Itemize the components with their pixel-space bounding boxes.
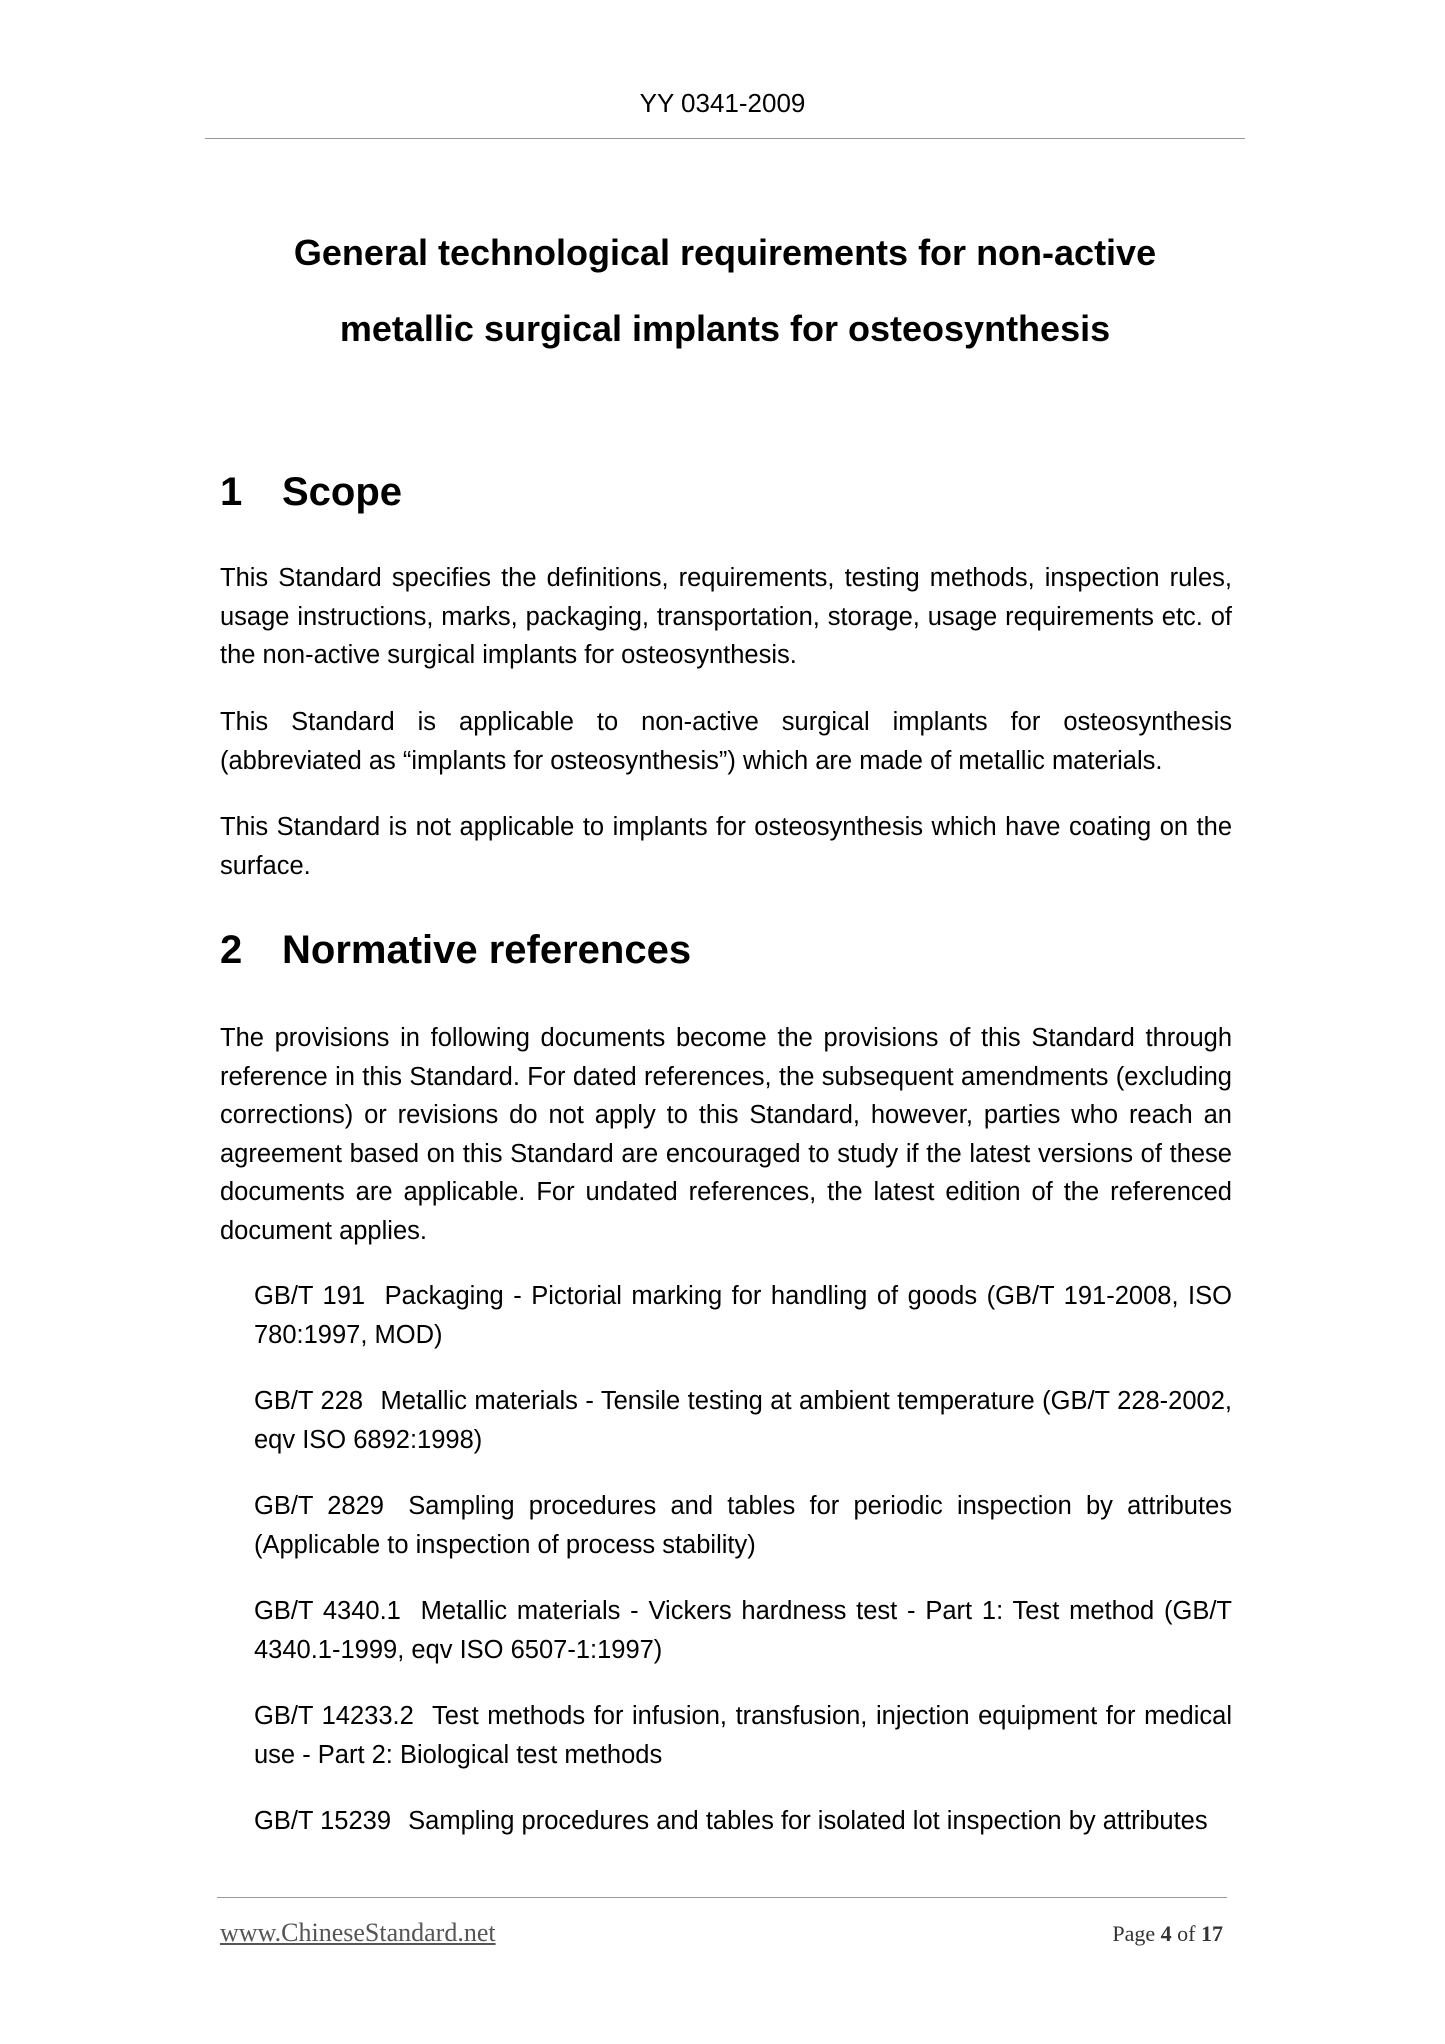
section-number: 1 bbox=[220, 470, 243, 514]
reference-code: GB/T 15239 bbox=[254, 1807, 392, 1835]
title-line-2: metallic surgical implants for osteosynthesis bbox=[339, 308, 1111, 349]
page-number bbox=[1112, 1921, 1223, 1947]
title-line-1: General technological requirements for non-active bbox=[293, 232, 1157, 273]
reference-code: GB/T 14233.2 bbox=[254, 1702, 414, 1730]
reference-code: GB/T 191 bbox=[254, 1282, 366, 1310]
reference-item bbox=[254, 1592, 1232, 1669]
reference-code: GB/T 2829 bbox=[254, 1492, 384, 1520]
reference-item bbox=[254, 1382, 1232, 1459]
scope-paragraph: This Standard specifies the definitions, requirements, testing methods, inspection rules, usage instructions, marks, packaging, transportation, storage, usage requirements etc. of the non-active surgical implants for osteosynthesis. bbox=[220, 564, 1232, 669]
page-current: 4 bbox=[1160, 1921, 1172, 1946]
footer-divider bbox=[217, 1897, 1227, 1898]
section-title: Normative references bbox=[282, 928, 692, 972]
page-total: 17 bbox=[1201, 1921, 1223, 1946]
normative-references-intro: The provisions in following documents become the provisions of this Standard through reference in this Standard. For dated references, the subsequent amendments (excluding corrections) or revisions do not apply to this Standard, however, parties who reach an agreement based on this Standard are encouraged to study if the latest versions of these documents are applicable. For undated references, the latest edition of the referenced document applies. bbox=[220, 1024, 1232, 1245]
reference-text: Metallic materials - Tensile testing at ambient temperature (GB/T 228-2002, eqv ISO 6892:1998) bbox=[254, 1387, 1232, 1454]
scope-paragraph: This Standard is applicable to non-active surgical implants for osteosynthesis (abbreviated as “implants for osteosynthesis”) which are made of metallic materials. bbox=[220, 708, 1232, 775]
reference-text: Packaging - Pictorial marking for handling of goods (GB/T 191-2008, ISO 780:1997, MOD) bbox=[254, 1282, 1232, 1349]
reference-text: Metallic materials - Vickers hardness test - Part 1: Test method (GB/T 4340.1-1999, eqv ISO 6507-1:1997) bbox=[254, 1597, 1232, 1664]
section-heading-normative-references bbox=[220, 928, 691, 973]
section-number: 2 bbox=[220, 928, 243, 972]
running-header: YY 0341-2009 bbox=[639, 88, 806, 118]
reference-code: GB/T 4340.1 bbox=[254, 1597, 401, 1625]
section-title: Scope bbox=[282, 470, 403, 514]
reference-item bbox=[254, 1802, 1232, 1841]
reference-item bbox=[254, 1487, 1232, 1564]
reference-code: GB/T 228 bbox=[254, 1387, 364, 1415]
header-divider bbox=[205, 138, 1245, 139]
reference-text: Sampling procedures and tables for isolated lot inspection by attributes bbox=[408, 1807, 1208, 1835]
reference-item bbox=[254, 1277, 1232, 1354]
page-of: of bbox=[1177, 1921, 1196, 1946]
reference-item bbox=[254, 1697, 1232, 1774]
reference-text: Sampling procedures and tables for periodic inspection by attributes (Applicable to inspection of process stability) bbox=[254, 1492, 1233, 1559]
scope-paragraph: This Standard is not applicable to implants for osteosynthesis which have coating on the surface. bbox=[220, 813, 1232, 880]
section-heading-scope bbox=[220, 470, 402, 515]
document-title bbox=[220, 215, 1230, 367]
page-label: Page bbox=[1112, 1921, 1156, 1946]
website-link[interactable]: www.ChineseStandard.net bbox=[220, 1918, 496, 1947]
reference-text: Test methods for infusion, transfusion, injection equipment for medical use - Part 2: Biological test methods bbox=[254, 1702, 1232, 1769]
